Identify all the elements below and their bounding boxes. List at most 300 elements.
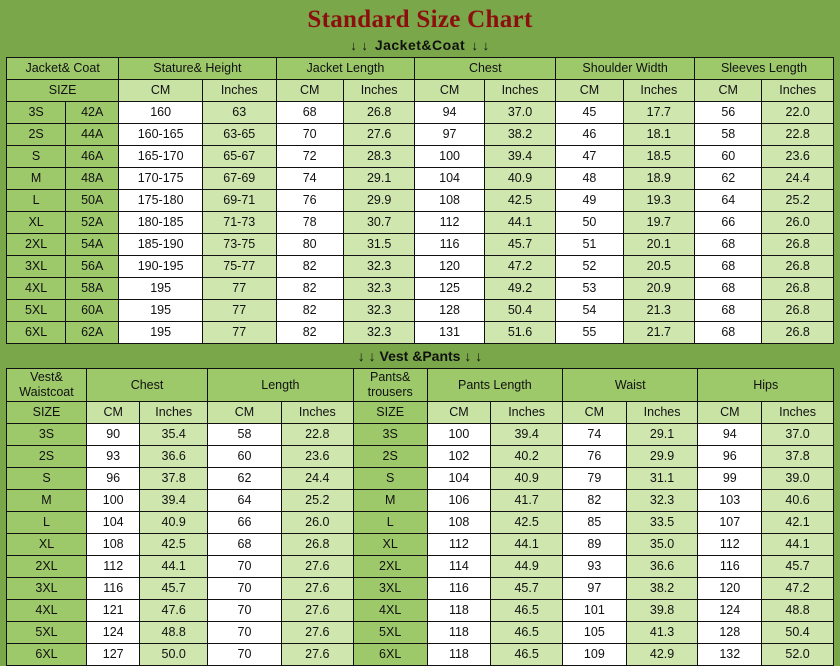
table-cell: 32.3 <box>343 256 414 278</box>
table-cell: 25.2 <box>281 490 353 512</box>
table-cell: 73-75 <box>203 234 277 256</box>
table-cell: 38.2 <box>626 578 698 600</box>
table-cell: 54 <box>556 300 623 322</box>
row-size-code: 42A <box>66 102 119 124</box>
table-cell: 75-77 <box>203 256 277 278</box>
table-cell: 29.1 <box>343 168 414 190</box>
table-cell: 82 <box>276 322 343 344</box>
table-cell: 23.6 <box>762 146 834 168</box>
table-row <box>7 124 834 146</box>
table-cell: 50.0 <box>140 644 208 666</box>
table-row <box>7 102 834 124</box>
table-cell: 82 <box>276 300 343 322</box>
table-cell: 58 <box>695 124 762 146</box>
row-size-label: 6XL <box>7 644 87 666</box>
table-cell: 112 <box>698 534 762 556</box>
row-size-label: L <box>7 190 66 212</box>
vest-pants-table <box>6 368 834 666</box>
table-cell: 70 <box>276 124 343 146</box>
row-size-label-pants: 2S <box>353 446 427 468</box>
table-cell: 45.7 <box>762 556 834 578</box>
table-cell: 20.1 <box>623 234 694 256</box>
table-cell: 97 <box>415 124 484 146</box>
table-cell: 50.4 <box>484 300 555 322</box>
table-cell: 160 <box>119 102 203 124</box>
row-size-label: 5XL <box>7 300 66 322</box>
subheader2-inches-4: Inches <box>626 402 698 424</box>
subheader-inches-2: Inches <box>343 80 414 102</box>
table-cell: 26.0 <box>762 212 834 234</box>
table-cell: 55 <box>556 322 623 344</box>
table-cell: 108 <box>415 190 484 212</box>
table-cell: 47 <box>556 146 623 168</box>
table-row <box>7 534 834 556</box>
row-size-label-pants: 4XL <box>353 600 427 622</box>
table-cell: 37.0 <box>484 102 555 124</box>
table-cell: 104 <box>427 468 491 490</box>
table-cell: 77 <box>203 300 277 322</box>
table-cell: 41.7 <box>491 490 563 512</box>
table-cell: 27.6 <box>281 556 353 578</box>
table-cell: 82 <box>563 490 627 512</box>
table-cell: 40.6 <box>762 490 834 512</box>
table-cell: 66 <box>208 512 282 534</box>
table-cell: 68 <box>276 102 343 124</box>
col-header-jacket-length: Jacket Length <box>276 58 415 80</box>
table-cell: 42.5 <box>140 534 208 556</box>
subheader2-inches-5: Inches <box>762 402 834 424</box>
table-cell: 65-67 <box>203 146 277 168</box>
table-cell: 68 <box>695 300 762 322</box>
table-cell: 41.3 <box>626 622 698 644</box>
table-row <box>7 446 834 468</box>
col-header-jacket-coat: Jacket& Coat <box>7 58 119 80</box>
subheader2-cm-5: CM <box>698 402 762 424</box>
table-cell: 24.4 <box>762 168 834 190</box>
table-cell: 49 <box>556 190 623 212</box>
table-header-row <box>7 58 834 80</box>
table-cell: 79 <box>563 468 627 490</box>
table-row <box>7 490 834 512</box>
table-cell: 70 <box>208 644 282 666</box>
table-row <box>7 322 834 344</box>
subheader2-cm-1: CM <box>87 402 140 424</box>
table-cell: 96 <box>698 446 762 468</box>
table-subheader-row-2 <box>7 402 834 424</box>
table-cell: 48 <box>556 168 623 190</box>
jacket-coat-table <box>6 57 834 344</box>
table-cell: 26.8 <box>762 256 834 278</box>
row-size-label-pants: 3XL <box>353 578 427 600</box>
col-header-vest-waistcoat: Vest& Waistcoat <box>7 369 87 402</box>
table-cell: 26.8 <box>762 278 834 300</box>
row-size-code: 46A <box>66 146 119 168</box>
table-cell: 37.8 <box>140 468 208 490</box>
col-header-chest: Chest <box>415 58 556 80</box>
table-cell: 48.8 <box>140 622 208 644</box>
table-cell: 19.7 <box>623 212 694 234</box>
table-cell: 47.2 <box>762 578 834 600</box>
table-cell: 27.6 <box>343 124 414 146</box>
table-cell: 121 <box>87 600 140 622</box>
table-cell: 127 <box>87 644 140 666</box>
table-cell: 69-71 <box>203 190 277 212</box>
table-cell: 39.4 <box>484 146 555 168</box>
subheader-inches-4: Inches <box>623 80 694 102</box>
table-subheader-row <box>7 80 834 102</box>
table-cell: 85 <box>563 512 627 534</box>
table-row <box>7 234 834 256</box>
table-cell: 170-175 <box>119 168 203 190</box>
table-cell: 120 <box>698 578 762 600</box>
table-cell: 118 <box>427 644 491 666</box>
table-cell: 35.4 <box>140 424 208 446</box>
table-row <box>7 300 834 322</box>
table-cell: 40.9 <box>140 512 208 534</box>
table-cell: 118 <box>427 600 491 622</box>
row-size-code: 50A <box>66 190 119 212</box>
row-size-code: 54A <box>66 234 119 256</box>
table-cell: 36.6 <box>626 556 698 578</box>
table-cell: 52.0 <box>762 644 834 666</box>
table-cell: 128 <box>698 622 762 644</box>
table-cell: 185-190 <box>119 234 203 256</box>
table-cell: 93 <box>563 556 627 578</box>
subheader-cm-1: CM <box>119 80 203 102</box>
col-header-stature-height: Stature& Height <box>119 58 276 80</box>
table-cell: 68 <box>695 234 762 256</box>
table-cell: 180-185 <box>119 212 203 234</box>
table-cell: 22.0 <box>762 102 834 124</box>
table-cell: 42.9 <box>626 644 698 666</box>
table-row <box>7 212 834 234</box>
table-cell: 64 <box>695 190 762 212</box>
table-cell: 66 <box>695 212 762 234</box>
table-cell: 112 <box>87 556 140 578</box>
table-cell: 60 <box>208 446 282 468</box>
subheader2-cm-3: CM <box>427 402 491 424</box>
table-cell: 37.0 <box>762 424 834 446</box>
table-cell: 116 <box>427 578 491 600</box>
table-cell: 37.8 <box>762 446 834 468</box>
table-cell: 74 <box>276 168 343 190</box>
table-cell: 94 <box>415 102 484 124</box>
table-cell: 67-69 <box>203 168 277 190</box>
row-size-label: 2XL <box>7 234 66 256</box>
table-cell: 18.1 <box>623 124 694 146</box>
row-size-label: S <box>7 146 66 168</box>
row-size-code: 52A <box>66 212 119 234</box>
table-cell: 105 <box>563 622 627 644</box>
table-cell: 20.9 <box>623 278 694 300</box>
table-cell: 33.5 <box>626 512 698 534</box>
row-size-label: XL <box>7 212 66 234</box>
table-cell: 116 <box>415 234 484 256</box>
table-cell: 47.2 <box>484 256 555 278</box>
table-cell: 62 <box>695 168 762 190</box>
row-size-label-pants: L <box>353 512 427 534</box>
down-arrow-icon-right-2: ↓ ↓ <box>464 348 483 364</box>
table-cell: 58 <box>208 424 282 446</box>
table-cell: 131 <box>415 322 484 344</box>
table-cell: 29.9 <box>626 446 698 468</box>
table-header-row-2 <box>7 369 834 402</box>
row-size-label: 6XL <box>7 322 66 344</box>
table-cell: 26.8 <box>762 322 834 344</box>
table-cell: 120 <box>415 256 484 278</box>
table-row <box>7 600 834 622</box>
col-header-shoulder-width: Shoulder Width <box>556 58 695 80</box>
subheader-inches-1: Inches <box>203 80 277 102</box>
row-size-label-pants: 2XL <box>353 556 427 578</box>
table-cell: 27.6 <box>281 600 353 622</box>
table-cell: 76 <box>563 446 627 468</box>
table-cell: 26.8 <box>762 234 834 256</box>
table-cell: 27.6 <box>281 644 353 666</box>
down-arrow-icon-right: ↓ ↓ <box>471 38 490 53</box>
row-size-code: 44A <box>66 124 119 146</box>
col-header-sleeves-length: Sleeves Length <box>695 58 834 80</box>
table-cell: 26.0 <box>281 512 353 534</box>
table-cell: 42.5 <box>484 190 555 212</box>
table-cell: 44.9 <box>491 556 563 578</box>
col-header-pants-length: Pants Length <box>427 369 562 402</box>
subheader-size: SIZE <box>7 80 119 102</box>
table-cell: 20.5 <box>623 256 694 278</box>
table-cell: 40.9 <box>484 168 555 190</box>
table-cell: 22.8 <box>281 424 353 446</box>
table-cell: 106 <box>427 490 491 512</box>
table-cell: 24.4 <box>281 468 353 490</box>
table-cell: 44.1 <box>491 534 563 556</box>
row-size-label: 4XL <box>7 600 87 622</box>
table-row <box>7 424 834 446</box>
table-cell: 190-195 <box>119 256 203 278</box>
table-cell: 42.1 <box>762 512 834 534</box>
table-cell: 35.0 <box>626 534 698 556</box>
table-cell: 22.8 <box>762 124 834 146</box>
table-cell: 56 <box>695 102 762 124</box>
table-row <box>7 256 834 278</box>
subheader2-size-pants: SIZE <box>353 402 427 424</box>
table-cell: 108 <box>427 512 491 534</box>
table-cell: 49.2 <box>484 278 555 300</box>
table-cell: 124 <box>698 600 762 622</box>
table-cell: 77 <box>203 278 277 300</box>
table-cell: 51 <box>556 234 623 256</box>
subheader-inches-5: Inches <box>762 80 834 102</box>
table-cell: 39.4 <box>140 490 208 512</box>
table-cell: 72 <box>276 146 343 168</box>
table-cell: 100 <box>427 424 491 446</box>
table-cell: 100 <box>415 146 484 168</box>
table-cell: 38.2 <box>484 124 555 146</box>
table-cell: 45.7 <box>491 578 563 600</box>
row-size-label: 3XL <box>7 578 87 600</box>
table-cell: 100 <box>87 490 140 512</box>
table-cell: 30.7 <box>343 212 414 234</box>
table-cell: 64 <box>208 490 282 512</box>
table-cell: 76 <box>276 190 343 212</box>
table-cell: 50.4 <box>762 622 834 644</box>
table-cell: 63-65 <box>203 124 277 146</box>
table-cell: 68 <box>208 534 282 556</box>
table-row <box>7 190 834 212</box>
table-cell: 90 <box>87 424 140 446</box>
table-cell: 46.5 <box>491 644 563 666</box>
row-size-label-pants: S <box>353 468 427 490</box>
table-cell: 71-73 <box>203 212 277 234</box>
table-cell: 32.3 <box>626 490 698 512</box>
table-cell: 27.6 <box>281 578 353 600</box>
table-cell: 195 <box>119 300 203 322</box>
table-cell: 18.9 <box>623 168 694 190</box>
table-cell: 31.5 <box>343 234 414 256</box>
table-cell: 40.9 <box>491 468 563 490</box>
page-title: Standard Size Chart <box>307 6 533 33</box>
row-size-label: 4XL <box>7 278 66 300</box>
table-cell: 46.5 <box>491 622 563 644</box>
table-cell: 93 <box>87 446 140 468</box>
table-cell: 175-180 <box>119 190 203 212</box>
table-cell: 52 <box>556 256 623 278</box>
table-row <box>7 622 834 644</box>
table-cell: 31.1 <box>626 468 698 490</box>
table-cell: 80 <box>276 234 343 256</box>
subheader2-inches-2: Inches <box>281 402 353 424</box>
table-cell: 101 <box>563 600 627 622</box>
table-cell: 102 <box>427 446 491 468</box>
table-cell: 17.7 <box>623 102 694 124</box>
subheader2-size: SIZE <box>7 402 87 424</box>
row-size-label: 3XL <box>7 256 66 278</box>
table-cell: 26.8 <box>343 102 414 124</box>
table-cell: 45 <box>556 102 623 124</box>
table-cell: 39.8 <box>626 600 698 622</box>
row-size-label: 2S <box>7 446 87 468</box>
table-row <box>7 278 834 300</box>
table-cell: 45.7 <box>484 234 555 256</box>
table-cell: 60 <box>695 146 762 168</box>
table-cell: 47.6 <box>140 600 208 622</box>
table-cell: 104 <box>415 168 484 190</box>
table-cell: 108 <box>87 534 140 556</box>
table-cell: 70 <box>208 600 282 622</box>
row-size-code: 58A <box>66 278 119 300</box>
table-cell: 48.8 <box>762 600 834 622</box>
row-size-label: XL <box>7 534 87 556</box>
table-cell: 70 <box>208 578 282 600</box>
section-2-heading-label: Vest &Pants <box>379 348 461 364</box>
table-cell: 63 <box>203 102 277 124</box>
table-row <box>7 644 834 666</box>
table-cell: 78 <box>276 212 343 234</box>
table-cell: 99 <box>698 468 762 490</box>
row-size-label-pants: 3S <box>353 424 427 446</box>
row-size-label-pants: 6XL <box>353 644 427 666</box>
table-cell: 128 <box>415 300 484 322</box>
row-size-label: 2XL <box>7 556 87 578</box>
table-cell: 114 <box>427 556 491 578</box>
table-cell: 112 <box>427 534 491 556</box>
row-size-label-pants: XL <box>353 534 427 556</box>
table-cell: 118 <box>427 622 491 644</box>
table-cell: 97 <box>563 578 627 600</box>
table-cell: 68 <box>695 278 762 300</box>
table-cell: 21.3 <box>623 300 694 322</box>
table-cell: 116 <box>87 578 140 600</box>
table-row <box>7 146 834 168</box>
table-cell: 39.4 <box>491 424 563 446</box>
table-cell: 96 <box>87 468 140 490</box>
row-size-code: 48A <box>66 168 119 190</box>
table-cell: 53 <box>556 278 623 300</box>
table-cell: 82 <box>276 278 343 300</box>
table-cell: 68 <box>695 322 762 344</box>
row-size-code: 62A <box>66 322 119 344</box>
table-cell: 125 <box>415 278 484 300</box>
table-row <box>7 468 834 490</box>
row-size-label: 2S <box>7 124 66 146</box>
row-size-label: M <box>7 490 87 512</box>
row-size-label: 5XL <box>7 622 87 644</box>
table-cell: 39.0 <box>762 468 834 490</box>
table-cell: 50 <box>556 212 623 234</box>
table-cell: 32.3 <box>343 300 414 322</box>
down-arrow-icon-left-2: ↓ ↓ <box>357 348 376 364</box>
table-cell: 18.5 <box>623 146 694 168</box>
table-cell: 68 <box>695 256 762 278</box>
table-row <box>7 168 834 190</box>
table-cell: 195 <box>119 322 203 344</box>
subheader2-cm-2: CM <box>208 402 282 424</box>
subheader2-inches-3: Inches <box>491 402 563 424</box>
subheader-cm-2: CM <box>276 80 343 102</box>
table-cell: 27.6 <box>281 622 353 644</box>
table-cell: 62 <box>208 468 282 490</box>
col-header-vest-length: Length <box>208 369 354 402</box>
section-2-heading <box>0 344 840 368</box>
col-header-waist: Waist <box>563 369 698 402</box>
table-cell: 42.5 <box>491 512 563 534</box>
table-cell: 26.8 <box>762 300 834 322</box>
section-1-heading <box>0 34 840 57</box>
row-size-label-pants: 5XL <box>353 622 427 644</box>
table-cell: 112 <box>415 212 484 234</box>
table-cell: 32.3 <box>343 278 414 300</box>
table-cell: 26.8 <box>281 534 353 556</box>
col-header-vest-chest: Chest <box>87 369 208 402</box>
table-cell: 46 <box>556 124 623 146</box>
table-cell: 107 <box>698 512 762 534</box>
table-cell: 46.5 <box>491 600 563 622</box>
table-cell: 165-170 <box>119 146 203 168</box>
table-cell: 29.9 <box>343 190 414 212</box>
table-cell: 195 <box>119 278 203 300</box>
table-cell: 70 <box>208 622 282 644</box>
col-header-pants-trousers: Pants& trousers <box>353 369 427 402</box>
col-header-hips: Hips <box>698 369 834 402</box>
subheader-cm-5: CM <box>695 80 762 102</box>
table-row <box>7 556 834 578</box>
table-cell: 94 <box>698 424 762 446</box>
table-cell: 70 <box>208 556 282 578</box>
table-cell: 82 <box>276 256 343 278</box>
subheader-cm-3: CM <box>415 80 484 102</box>
subheader2-cm-4: CM <box>563 402 627 424</box>
table-cell: 132 <box>698 644 762 666</box>
table-cell: 124 <box>87 622 140 644</box>
